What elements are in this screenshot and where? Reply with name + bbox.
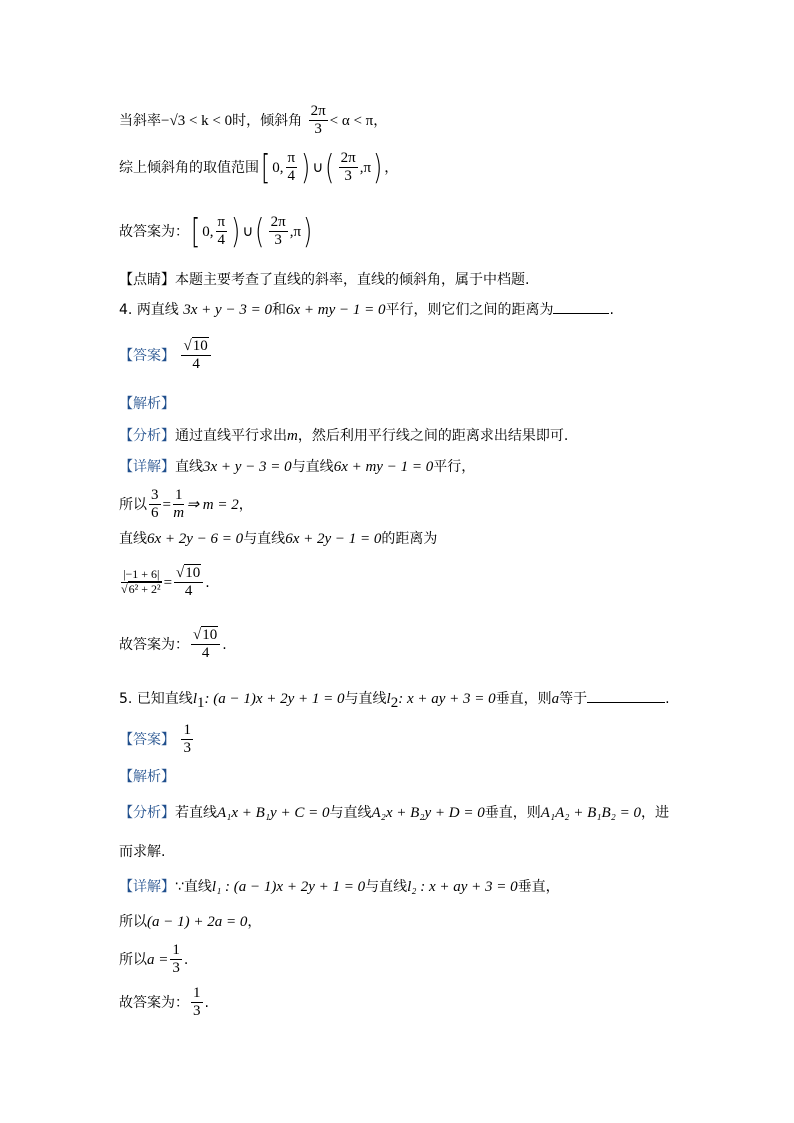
xiangjie-label: 【详解】 [119, 459, 175, 475]
fenxi-5-cont: 而求解. [119, 844, 166, 860]
text: 【点睛】本题主要考查了直线的斜率，直线的倾斜角，属于中档题. [119, 272, 530, 288]
comment-line [119, 273, 529, 287]
analysis-4 [119, 397, 175, 411]
question-number: 4. [119, 302, 133, 318]
step-4b: 直线6x + 2y − 6 = 0与直线6x + 2y − 1 = 0的距离为 [119, 531, 438, 547]
answer-5: 【答案】 $\frac{1}{3}$ [119, 722, 191, 757]
angle-range-line: 综上倾斜角的取值范围[ 0, $\frac{\pi}{4}$ ) ∪( $\frac{2\pi}{3}$ ,π) ， [119, 147, 399, 188]
inequality: < α < π [329, 112, 374, 129]
answer-label: 【答案】 [119, 347, 175, 364]
answer-blank[interactable] [553, 313, 609, 314]
answer-line: 故答案为：[ 0, $\frac{\pi}{4}$ ) ∪( $\frac{2\pi}{3}$ ,π) [119, 211, 313, 252]
analysis-label: 【解析】 [119, 396, 175, 412]
xiangjie-label: 【详解】 [119, 879, 175, 895]
step-5b: 所以a = $\frac{1}{3}$ . [119, 942, 189, 977]
fenxi-5: 【分析】若直线A₁x + B₁y + C = 0与直线A₂x + B₂y + D = 0垂直，则A₁A₂ + B₁B₂ = 0，进 [119, 805, 669, 821]
equation: 6x + my − 1 = 0 [285, 302, 386, 318]
text: 综上倾斜角的取值范围 [119, 159, 259, 176]
question-number: 5. [119, 691, 133, 707]
analysis-label: 【解析】 [119, 769, 175, 785]
fraction: $\frac{√10}{4}$ [181, 338, 210, 374]
fraction: $\frac{\pi}{4}$ [287, 150, 296, 185]
analysis-5 [119, 770, 175, 784]
question-4: 4. 两直线 3x + y − 3 = 0和6x + my − 1 = 0平行，则它们之间的距离为 . [119, 302, 614, 318]
xiangjie-4: 【详解】直线3x + y − 3 = 0与直线6x + my − 1 = 0平行， [119, 459, 476, 475]
fraction: $\frac{2\pi}{3}$ [270, 214, 286, 249]
answer-blank[interactable] [587, 702, 665, 703]
text: 时，倾斜角 [232, 112, 303, 129]
fraction: $\frac{2\pi}{3}$ [310, 103, 326, 138]
fraction: $\frac{2\pi}{3}$ [340, 150, 356, 185]
text: 故答案为： [119, 223, 189, 240]
fenxi-label: 【分析】 [119, 428, 175, 444]
inequality: −√3 < k < 0 [161, 112, 233, 129]
fenxi-label: 【分析】 [119, 805, 175, 821]
question-5: 5. 已知直线$l_1$: (a − 1)x + 2y + 1 = 0与直线$l_2$: x + ay + 3 = 0垂直，则a等于 . [119, 691, 670, 711]
text: 当斜率 [119, 112, 161, 129]
step-5a: 所以(a − 1) + 2a = 0， [119, 914, 262, 930]
slope-range-line: 当斜率−√3 < k < 0时，倾斜角 $\frac{2\pi}{3}$ < α < π， [119, 103, 388, 138]
fenxi-4: 【分析】通过直线平行求出m，然后利用平行线之间的距离求出结果即可. [119, 428, 569, 444]
step-4d: 故答案为： $\frac{√10}{4}$ . [119, 627, 227, 662]
answer-4 [119, 338, 213, 374]
step-4c: $\frac{|-1 + 6|}{\text{√6² + 2²}}$ = $\frac{√10}{4}$ . [121, 565, 210, 600]
answer-label: 【答案】 [119, 731, 175, 748]
fraction: $\frac{\pi}{4}$ [217, 214, 226, 249]
xiangjie-5: 【详解】∵直线l₁ : (a − 1)x + 2y + 1 = 0与直线l₂ : x + ay + 3 = 0垂直， [119, 879, 560, 895]
equation: 3x + y − 3 = 0 [183, 302, 272, 318]
step-5c: 故答案为： $\frac{1}{3}$ . [119, 985, 209, 1020]
step-4a: 所以 $\frac{3}{6}$ = $\frac{1}{m}$ ⇒ m = 2， [119, 487, 253, 522]
